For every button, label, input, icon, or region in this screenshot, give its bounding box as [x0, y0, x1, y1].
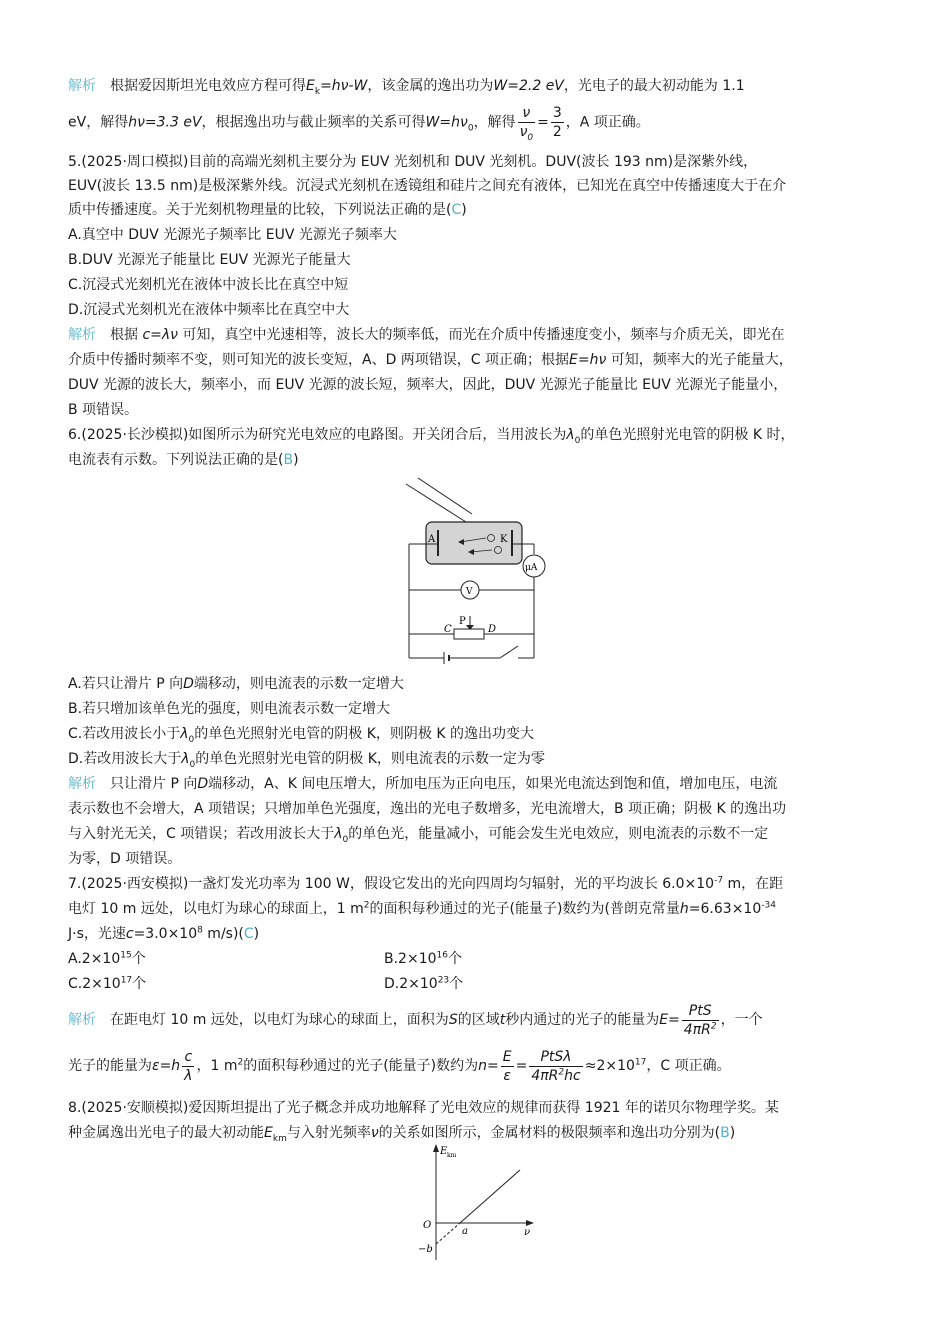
q4-analysis-line2: eV，解得hν=3.3 eV，根据逸出功与截止频率的关系可得$W=h\nu_0$，解得 $\frac{\nu}{\nu_0}$ = $\frac{3}{2}$ ，A 项正确。: [68, 105, 650, 143]
fraction-c-over-lambda: $\frac{c}{\lambda}$: [184, 1048, 193, 1084]
switch: [500, 646, 518, 658]
q5-analysis-line4: B 项错误。: [68, 402, 139, 418]
q6-analysis-line1: 解析 只让滑片 P 向D端移动，A、K 间电压增大，所加电压为正向电压，如果光电流达到饱和值，增加电压，电流: [68, 776, 778, 792]
q5-stem-line1: 5.(2025·周口模拟)目前的高端光刻机主要分为 EUV 光刻机和 DUV 光刻机。DUV(波长 193 nm)是深紫外线，: [68, 154, 758, 170]
q6-answer: B: [283, 452, 294, 468]
fraction-PtSlambda-over-4piR2hc: $\frac{\text{PtSλ}}{4\pi R^2hc}$: [531, 1048, 581, 1084]
analysis-tag: 解析: [68, 78, 96, 94]
q7-analysis-line2: 光子的能量为ε=h $\frac{c}{\lambda}$ ，1 $m^2$的面积每秒通过的光子(能量子)数约为n= $\frac{E}{\varepsilon}$ = $\frac{\text{PtSλ}}{4\pi R^2hc}$ $\approx 2\times 10^{17}$，C 项正确。: [68, 1048, 731, 1084]
label-C: C: [444, 624, 452, 635]
photocell-tube: [426, 522, 522, 564]
q7-option-d: $D.2\times 10^{23}$个: [384, 975, 464, 992]
q6-analysis-line2: 表示数也不会增大，A 项错误；只增加单色光强度，逸出的光电子数增多，光电流增大，B 项正确；阴极 K 的逸出功: [68, 801, 787, 817]
fraction-E-over-epsilon: $\frac{E}{\varepsilon}$: [502, 1048, 512, 1084]
label-A: A: [428, 534, 436, 545]
q5-analysis-line1: 解析 根据 c=λν 可知，真空中光速相等，波长大的频率低，而光在介质中传播速度变小，频率与介质无关，即光在: [68, 327, 785, 343]
q5-option-c: C.沉浸式光刻机光在液体中波长比在真空中短: [68, 277, 349, 293]
q5-stem-line3: 质中传播速度。关于光刻机物理量的比较，下列说法正确的是(C): [68, 202, 467, 218]
q5-stem-line2: EUV(波长 13.5 nm)是极深紫外线。沉浸式光刻机在透镜组和硅片之间充有液体，已知光在真空中传播速度大于在介: [68, 178, 787, 194]
q7-analysis-line1: 解析 在距电灯 10 m 远处，以电灯为球心的球面上，面积为S的区域t秒内通过的光子的能量为E= $\frac{\text{PtS}}{4\pi R^2}$ ，一个: [68, 1002, 763, 1038]
q6-option-c: C.若改用波长小于$\lambda_0$的单色光照射光电管的阴极 K，则阴极 K 的逸出功变大: [68, 726, 534, 745]
q5-analysis-line3: DUV 光源的波长大，频率小，而 EUV 光源的波长短，频率大，因此，DUV 光源光子能量比 EUV 光源光子能量小，: [68, 377, 788, 393]
label-nu: ν: [524, 1227, 531, 1238]
label-minus-b: −b: [418, 1244, 433, 1255]
label-P: P: [459, 616, 466, 627]
ekm-vs-frequency-graph: [410, 1142, 540, 1264]
q7-option-c: $C.2\times 10^{17}$个: [68, 975, 147, 992]
q8-answer: B: [720, 1125, 730, 1141]
arrow-icon: [526, 1220, 534, 1226]
q6-option-d: D.若改用波长大于$\lambda_0$的单色光照射光电管的阴极 K，则电流表的示数一定为零: [68, 751, 545, 770]
q7-option-a: $A.2\times 10^{15}$个: [68, 950, 146, 967]
q5-answer: C: [451, 202, 462, 218]
ekm-line: [460, 1170, 520, 1223]
fraction-3-over-2: $\frac{3}{2}$: [552, 105, 562, 140]
photoelectric-circuit-diagram: [400, 474, 560, 666]
fraction-PtS-over-4piR2: $\frac{\text{PtS}}{4\pi R^2}$: [683, 1002, 717, 1038]
fraction-nu-over-nu0: $\frac{\nu}{\nu_0}$: [519, 105, 534, 143]
q8-stem-line1: 8.(2025·安顺模拟)爱因斯坦提出了光子概念并成功地解释了光电效应的规律而获得 1921 年的诺贝尔物理学奖。某: [68, 1100, 779, 1116]
rheostat: [454, 629, 484, 639]
q4-analysis-line1: 解析 根据爱因斯坦光电效应方程可得$E_k=h\nu-W$，该金属的逸出功为W=2.2 eV，光电子的最大初动能为 1.1: [68, 78, 745, 97]
label-Ekm: E: [440, 1146, 448, 1157]
label-K: K: [500, 534, 508, 545]
label-microampere: μA: [525, 563, 538, 573]
q7-answer: C: [243, 926, 254, 942]
q7-stem-line1: 7.(2025·西安模拟)一盏灯发光功率为 100 W，假设它发出的光向四周均匀辐射，光的平均波长 $6.0\times 10^{-7}$ m，在距: [68, 875, 784, 892]
q8-stem-line2: 种金属逸出光电子的最大初动能$E_{km}$与入射光频率ν的关系如图所示，金属材料的极限频率和逸出功分别为(B): [68, 1125, 736, 1144]
label-V: V: [466, 587, 473, 597]
q5-option-a: A.真空中 DUV 光源光子频率比 EUV 光源光子频率大: [68, 227, 397, 243]
q6-analysis-line3: 与入射光无关，C 项错误；若改用波长大于$\lambda_0$的单色光，能量减小，可能会发生光电效应，则电流表的示数不一定: [68, 826, 769, 845]
q5-analysis-line2: 介质中传播时频率不变，则可知光的波长变短，A、D 两项错误，C 项正确；根据E=hν 可知，频率大的光子能量大，: [68, 352, 793, 368]
q6-analysis-line4: 为零，D 项错误。: [68, 851, 182, 867]
label-origin: O: [423, 1220, 432, 1231]
label-a: a: [462, 1226, 468, 1237]
q6-stem-line1: 6.(2025·长沙模拟)如图所示为研究光电效应的电路图。开关闭合后，当用波长为$\lambda_0$的单色光照射光电管的阴极 K 时，: [68, 427, 795, 446]
q6-stem-line2: 电流表有示数。下列说法正确的是(B): [68, 452, 299, 468]
label-D: D: [488, 624, 497, 635]
ekm-line-extension: [436, 1223, 460, 1244]
arrow-icon: [433, 1144, 439, 1152]
label-Ekm-sub: km: [447, 1152, 457, 1159]
q6-option-b: B.若只增加该单色光的强度，则电流表示数一定增大: [68, 701, 391, 717]
q7-stem-line2: 电灯 10 m 远处，以电灯为球心的球面上，1 $m^2$的面积每秒通过的光子(能量子)数约为(普朗克常量$h=6.63\times 10^{-34}$: [68, 900, 776, 917]
q6-option-a: A.若只让滑片 P 向D端移动，则电流表的示数一定增大: [68, 676, 404, 692]
q7-option-b: $B.2\times 10^{16}$个: [384, 950, 462, 967]
q5-option-b: B.DUV 光源光子能量比 EUV 光源光子能量大: [68, 252, 351, 268]
q7-stem-line3: J·s，光速$c=3.0\times 10^8$ m/s)(C): [68, 925, 260, 942]
q5-option-d: D.沉浸式光刻机光在液体中频率比在真空中大: [68, 302, 350, 318]
